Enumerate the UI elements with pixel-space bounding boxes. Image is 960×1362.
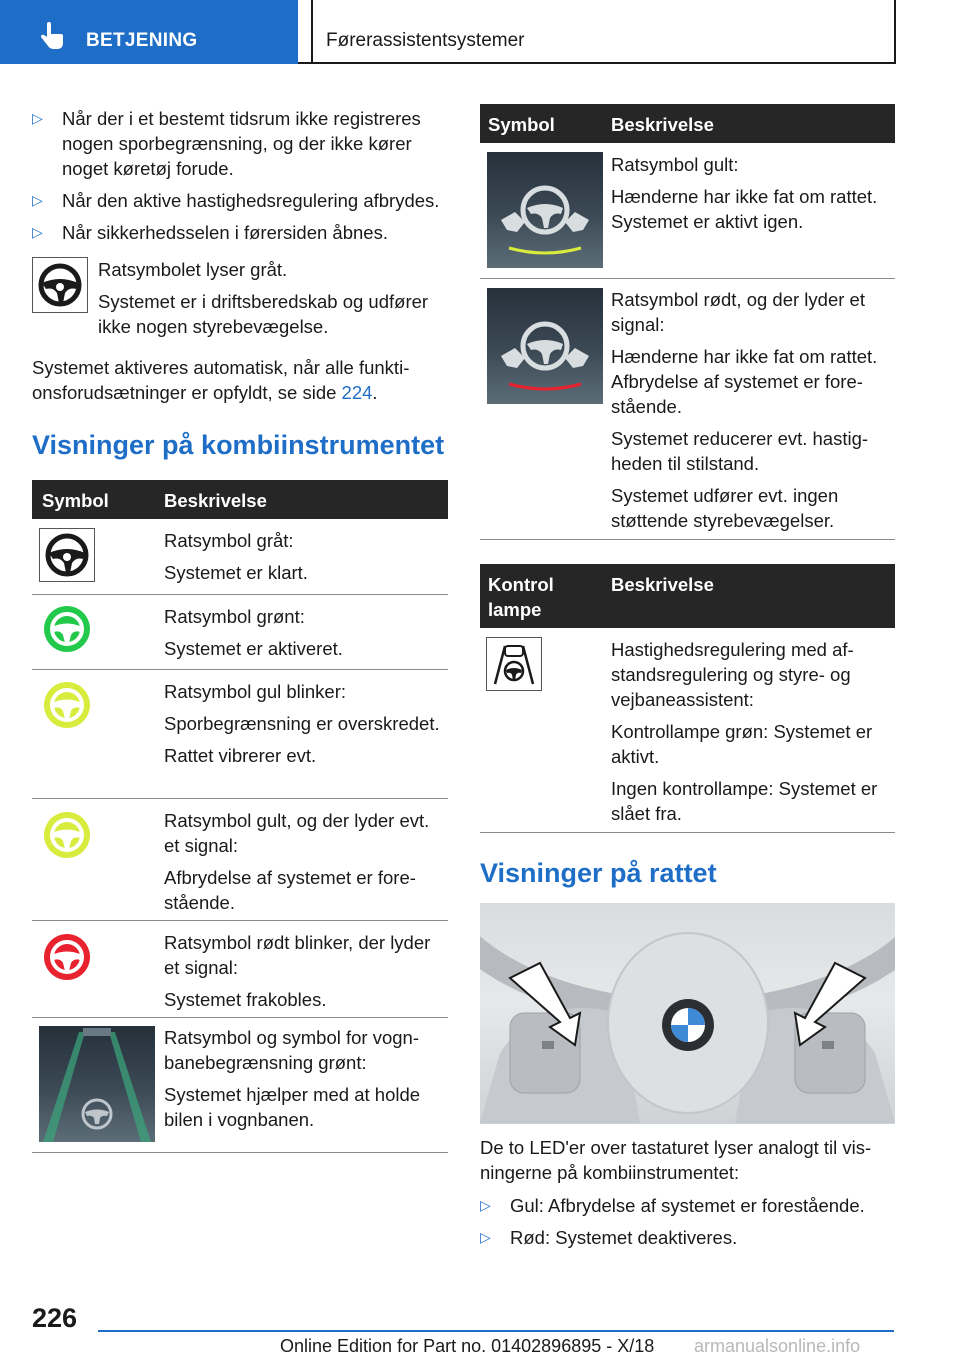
header-rule	[298, 62, 896, 64]
row-divider	[32, 1017, 448, 1018]
page-title: Førerassistentsystemer	[326, 30, 525, 51]
table-cell: Ratsymbol og symbol for vognbanebegrænsning grønt: Systemet hjælper med at holde bilen i vognbanen.	[164, 1027, 421, 1130]
hand-pointer-icon	[38, 22, 66, 52]
bullet-item: ▷ Når sikkerhedsselen i førersiden åbnes.	[32, 222, 388, 243]
table-cell: Ratsymbol gult, og der lyder evt. et signal: Afbrydelse af systemet er forestående.	[164, 810, 430, 913]
section-tab[interactable]	[0, 0, 298, 64]
red-steering-wheel-icon	[42, 932, 92, 982]
grey-symbol-text: Ratsymbolet lyser gråt. Systemet er i driftsberedskab og udfører ikke nogen styrebevægelse.	[98, 259, 429, 337]
table-header: Kontrol lampe Beskrivelse	[480, 564, 895, 628]
section-heading: Visninger på kombiinstrumentet	[32, 430, 445, 460]
bullet-item: ▷ Gul: Afbrydelse af systemet er forestående.	[480, 1195, 865, 1216]
bullet-item: ▷ Rød: Systemet deaktiveres.	[480, 1227, 738, 1248]
hands-off-wheel-red-icon	[487, 288, 603, 404]
hands-off-wheel-yellow-icon	[487, 152, 603, 268]
grey-steering-wheel-icon	[39, 528, 95, 582]
table-cell: Ratsymbol grønt: Systemet er aktiveret.	[164, 606, 343, 659]
footer-edition: Online Edition for Part no. 01402896895 - X/18	[280, 1336, 655, 1356]
header-divider	[311, 0, 313, 64]
table-header: Symbol Beskrivelse	[32, 480, 448, 519]
row-divider	[32, 1152, 448, 1153]
page-number: 226	[32, 1303, 78, 1333]
caption-paragraph: De to LED'er over tastaturet lyser analogt til visningerne på kombiinstrumentet:	[480, 1137, 872, 1183]
bullet-item: ▷ Når der i et bestemt tidsrum ikke registreres nogen sporbegrænsning, og der ikke kører noget køretøj forude.	[32, 108, 421, 179]
watermark: armanualsonline.info	[694, 1336, 861, 1356]
row-divider	[480, 278, 895, 279]
table-header: Symbol Beskrivelse	[480, 104, 895, 143]
table-cell: Ratsymbol rødt blinker, der lyder et signal: Systemet frakobles.	[164, 932, 431, 1010]
bullet-triangle-icon: ▷	[32, 192, 43, 208]
driving-assistant-lamp-icon	[486, 637, 542, 691]
bullet-item: ▷ Når den aktive hastighedsregulering afbrydes.	[32, 190, 440, 211]
row-divider	[480, 539, 895, 540]
table-cell: Ratsymbol gråt: Systemet er klart.	[164, 530, 308, 583]
row-divider	[480, 832, 895, 833]
row-divider	[32, 920, 448, 921]
section-heading: Visninger på rattet	[480, 858, 717, 888]
lane-display-icon	[39, 1026, 155, 1142]
header-divider-right	[894, 0, 896, 64]
bullet-triangle-icon: ▷	[480, 1229, 491, 1245]
yellow-steering-wheel-icon	[42, 810, 92, 860]
table-cell: Hastighedsregulering med afstandsregulering og styre- og vejbaneassistent: Kontrollampe grøn: Systemet er aktivt. Ingen kontrollampe: Systemet er slået fra.	[611, 639, 878, 824]
green-steering-wheel-icon	[42, 604, 92, 654]
row-divider	[32, 798, 448, 799]
auto-activate-paragraph: Systemet aktiveres automatisk, når alle funktionsforudsætninger er opfyldt, se side 224.	[32, 357, 410, 403]
footer-rule	[98, 1330, 894, 1332]
bullet-triangle-icon: ▷	[32, 110, 43, 126]
table-cell: Ratsymbol gult: Hænderne har ikke fat om rattet. Systemet er aktivt igen.	[611, 154, 878, 232]
table-cell: Ratsymbol rødt, og der lyder et signal: Hænderne har ikke fat om rattet. Afbrydelse af systemet er forestående. Systemet reducerer evt. hastigheden til stilstand. Systemet udfører evt. ingen støttende styrebevægelser.	[611, 289, 878, 531]
row-divider	[32, 594, 448, 595]
steering-wheel-photo	[480, 903, 895, 1124]
bullet-triangle-icon: ▷	[32, 224, 43, 240]
yellow-steering-wheel-icon	[42, 680, 92, 730]
grey-steering-wheel-icon	[32, 257, 88, 313]
bullet-triangle-icon: ▷	[480, 1197, 491, 1213]
section-label: BETJENING	[86, 30, 198, 51]
row-divider	[32, 669, 448, 670]
page-link[interactable]: 224	[341, 382, 373, 403]
table-cell: Ratsymbol gul blinker: Sporbegrænsning er overskredet. Rattet vibrerer evt.	[164, 681, 440, 766]
